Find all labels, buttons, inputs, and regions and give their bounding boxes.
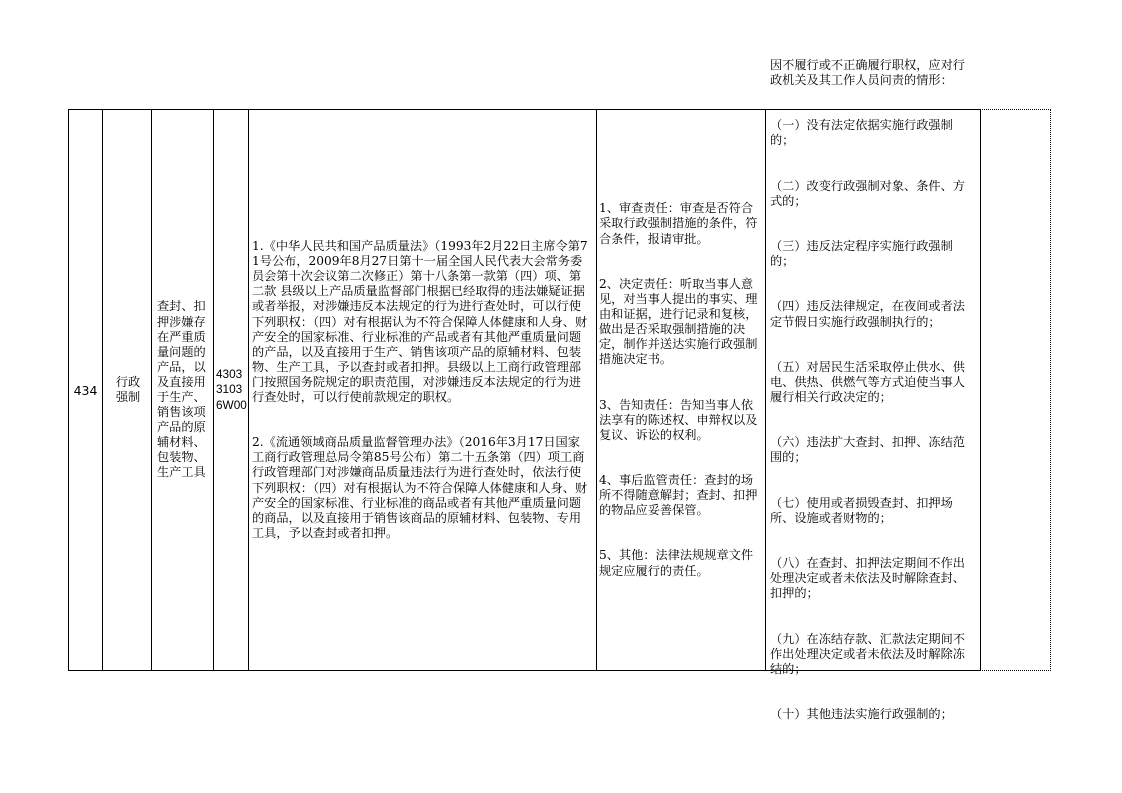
code-text: 43033103 6W00 [216,367,247,412]
accountability-item: （七）使用或者损毁查封、扣押场所、设施或者财物的； [770,495,953,525]
cell-item-name [152,110,214,670]
cell-number [69,110,103,670]
accountability-item: （九）在冻结存款、汇款法定期间不作出处理决定或者未依法及时解除冻结的； [770,631,965,676]
cell-responsibilities [597,110,766,670]
dotted-margin-column [979,109,1051,671]
row-number: 434 [73,382,98,398]
responsibility-item: 5、其他：法律法规规章文件规定应履行的责任。 [599,548,754,578]
basis-text [249,209,596,571]
cell-category [103,110,152,670]
accountability-item: （八）在查封、扣押法定期间不作出处理决定或者未依法及时解除查封、扣押的； [770,556,965,601]
accountability-intro: 因不履行或不正确履行职权，应对行政机关及其工作人员问责的情形： [770,57,965,88]
cell-code [214,110,249,670]
responsibility-item: 2、决定责任：听取当事人意见，对当事人提出的事实、理由和证据，进行记录和复核，做出是否采取强制措施的决定，制作并送达实施行政强制措施决定书。 [599,276,758,367]
cell-basis [249,110,597,670]
accountability-item: （三）违反法定程序实施行政强制的； [770,239,953,269]
accountability-item: （六）违法扩大查封、扣押、冻结范围的； [770,435,965,465]
responsibility-item: 4、事后监管责任：查封的场所不得随意解封；查封、扣押的物品应妥善保管。 [599,473,758,518]
accountability-text [766,28,979,753]
basis-paragraph-2: 2.《流通领域商品质量监督管理办法》（2016年3月17日国家工商行政管理总局令第85号公布）第二十五条第（四）项工商行政管理部门对涉嫌商品质量违法行为进行查处时，依法行使下列职权：（四）对有根据认为不符合保障人体健康和人身、财产安全的国家标准、行业标准的商品或者有其他严重质量问题的商品，以及直接用于销售该商品的原辅材料、包装物、专用工具，予以查封或者扣押。 [252,435,588,540]
basis-paragraph-1: 1.《中华人民共和国产品质量法》（1993年2月22日主席令第71号公布，2009年8月27日第十一届全国人民代表大会常务委员会第十次会议第二次修正）第十八条第一款第（四）项、第二款 县级以上产品质量监督部门根据已经取得的违法嫌疑证据或者举报，对涉嫌违反本法规定的行为进行查处时，可以行使下列职权：（四）对有根据认为不符合保障人体健康和人身、财产安全的国家标准、行业标准的产品或者有其他严重质量问题的产品，以及直接用于生产、销售该项产品的原辅材料、包装物、生产工具，予以查封或者扣押。县级以上工商行政管理部门按照国务院规定的职责范围，对涉嫌违反本法规定的行为进行查处时，可以行使前款规定的职权。 [252,239,588,404]
accountability-item: （五）对居民生活采取停止供水、供电、供热、供燃气等方式迫使当事人履行相关行政决定的； [770,359,965,404]
responsibilities-text [597,171,765,609]
table-row [68,57,981,721]
cell-accountability [766,57,979,721]
responsibility-item: 3、告知责任：告知当事人依法享有的陈述权、申辩权以及复议、诉讼的权利。 [599,397,758,442]
accountability-item: （十）其他违法实施行政强制的； [770,706,953,721]
accountability-item: （二）改变行政强制对象、条件、方式的； [770,178,965,208]
accountability-item: （四）违反法律规定，在夜间或者法定节假日实施行政强制执行的； [770,299,965,329]
category-text: 行政强制 [115,374,141,404]
accountability-item: （一）没有法定依据实施行政强制的； [770,118,953,148]
item-name-text: 查封、扣押涉嫌存在严重质量问题的产品，以及直接用于生产、销售该项产品的原辅材料、包装物、生产工具 [157,299,206,480]
responsibility-item: 1、审查责任：审查是否符合采取行政强制措施的条件，符合条件，报请审批。 [599,201,758,246]
